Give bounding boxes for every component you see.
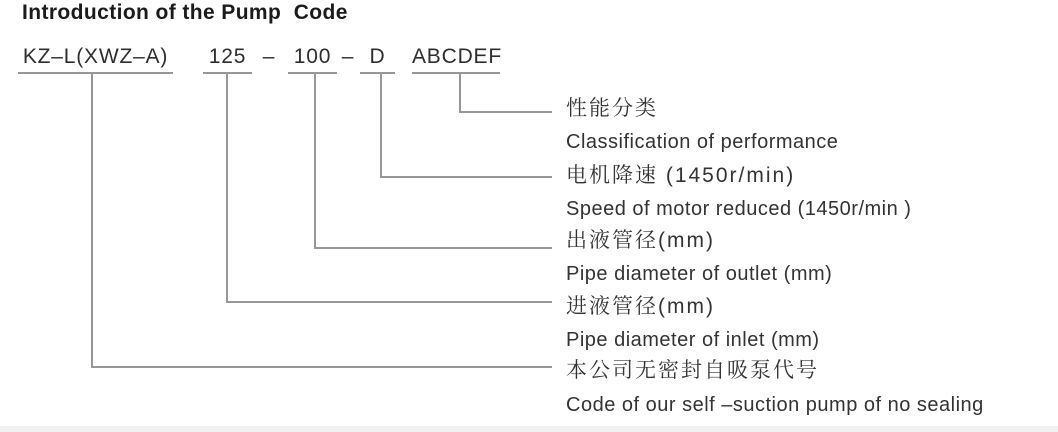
- label-motor-speed-cn: 电机降速 (1450r/min): [566, 164, 796, 187]
- label-outlet-diameter-cn: 出液管径(mm): [566, 229, 715, 252]
- underline-company-code: [18, 72, 173, 74]
- connector-vertical-motor-speed: [380, 72, 382, 178]
- connector-horizontal-company-code: [91, 366, 552, 368]
- connector-vertical-inlet-diameter: [226, 72, 228, 303]
- code-segment-company-code: KZ–L(XWZ–A): [22, 45, 169, 68]
- connector-horizontal-inlet-diameter: [226, 301, 552, 303]
- label-performance-class-cn: 性能分类: [566, 97, 658, 120]
- label-outlet-diameter-en: Pipe diameter of outlet (mm): [566, 263, 833, 285]
- label-inlet-diameter-cn: 进液管径(mm): [566, 295, 715, 318]
- label-motor-speed-en: Speed of motor reduced (1450r/min ): [566, 198, 912, 220]
- label-company-code-cn: 本公司无密封自吸泵代号: [566, 359, 819, 382]
- underline-performance-class: [412, 72, 500, 74]
- label-company-code-en: Code of our self –suction pump of no sealing: [566, 394, 984, 416]
- connector-horizontal-motor-speed: [380, 176, 552, 178]
- code-segment-inlet-diameter: 125: [208, 45, 247, 68]
- code-segment-performance-class: ABCDEF: [412, 45, 502, 68]
- code-separator-dash: –: [262, 45, 276, 68]
- connector-vertical-outlet-diameter: [314, 72, 316, 249]
- underline-motor-speed: [360, 72, 395, 74]
- code-segment-outlet-diameter: 100: [293, 45, 332, 68]
- connector-vertical-performance-class: [459, 72, 461, 113]
- connector-horizontal-performance-class: [459, 111, 552, 113]
- label-performance-class-en: Classification of performance: [566, 131, 839, 153]
- code-segment-motor-speed: D: [369, 45, 386, 68]
- label-inlet-diameter-en: Pipe diameter of inlet (mm): [566, 329, 820, 351]
- connector-horizontal-outlet-diameter: [314, 247, 552, 249]
- code-separator-dash: –: [341, 45, 355, 68]
- page-bottom-band: [0, 426, 1058, 432]
- page-title: Introduction of the Pump Code: [22, 1, 348, 24]
- underline-outlet-diameter: [288, 72, 337, 74]
- connector-vertical-company-code: [91, 72, 93, 368]
